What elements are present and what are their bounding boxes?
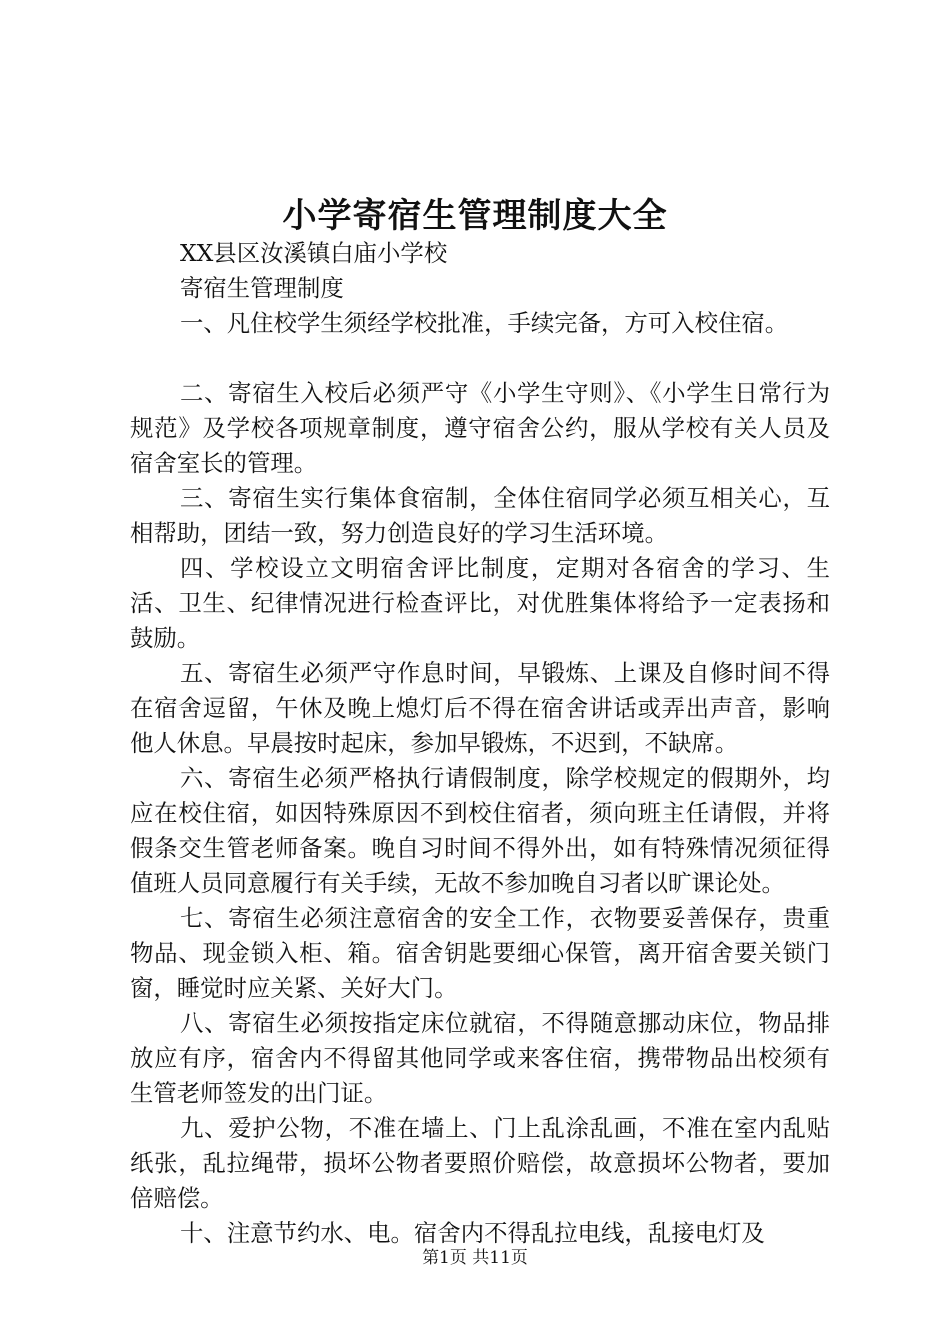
school-name: XX县区汝溪镇白庙小学校	[180, 239, 448, 267]
document-subtitle: 寄宿生管理制度	[180, 274, 344, 302]
paragraph-5: 五、寄宿生必须严守作息时间，早锻炼、上课及自修时间不得在宿舍逗留，午休及晚上熄灯后不得在宿舍讲话或弄出声音，影响他人休息。早晨按时起床，参加早锻炼，不迟到，不缺席。	[130, 659, 830, 757]
paragraph-6: 六、寄宿生必须严格执行请假制度，除学校规定的假期外，均应在校住宿，如因特殊原因不到校住宿者，须向班主任请假，并将假条交生管老师备案。晚自习时间不得外出，如有特殊情况须征得值班人员同意履行有关手续，无故不参加晚自习者以旷课论处。	[130, 764, 830, 897]
paragraph-2: 二、寄宿生入校后必须严守《小学生守则》、《小学生日常行为规范》及学校各项规章制度，遵守宿舍公约，服从学校有关人员及宿舍室长的管理。	[130, 379, 830, 477]
paragraph-1: 一、凡住校学生须经学校批准，手续完备，方可入校住宿。	[180, 309, 789, 337]
page-number-footer: 第1页 共11页	[422, 1248, 528, 1268]
paragraph-10: 十、注意节约水、电。宿舍内不得乱拉电线，乱接电灯及	[180, 1219, 765, 1247]
paragraph-4: 四、学校设立文明宿舍评比制度，定期对各宿舍的学习、生活、卫生、纪律情况进行检查评比，对优胜集体将给予一定表扬和鼓励。	[130, 554, 830, 652]
paragraph-3: 三、寄宿生实行集体食宿制，全体住宿同学必须互相关心，互相帮助，团结一致，努力创造良好的学习生活环境。	[130, 484, 830, 547]
document-title: 小学寄宿生管理制度大全	[282, 196, 668, 236]
paragraph-8: 八、寄宿生必须按指定床位就宿，不得随意挪动床位，物品排放应有序，宿舍内不得留其他同学或来客住宿，携带物品出校须有生管老师签发的出门证。	[130, 1009, 830, 1107]
paragraph-7: 七、寄宿生必须注意宿舍的安全工作，衣物要妥善保存，贵重物品、现金锁入柜、箱。宿舍钥匙要细心保管，离开宿舍要关锁门窗，睡觉时应关紧、关好大门。	[130, 904, 830, 1002]
paragraph-9: 九、爱护公物，不准在墙上、门上乱涂乱画，不准在室内乱贴纸张，乱拉绳带，损坏公物者要照价赔偿，故意损坏公物者，要加倍赔偿。	[130, 1114, 830, 1212]
document-body	[130, 236, 830, 1251]
